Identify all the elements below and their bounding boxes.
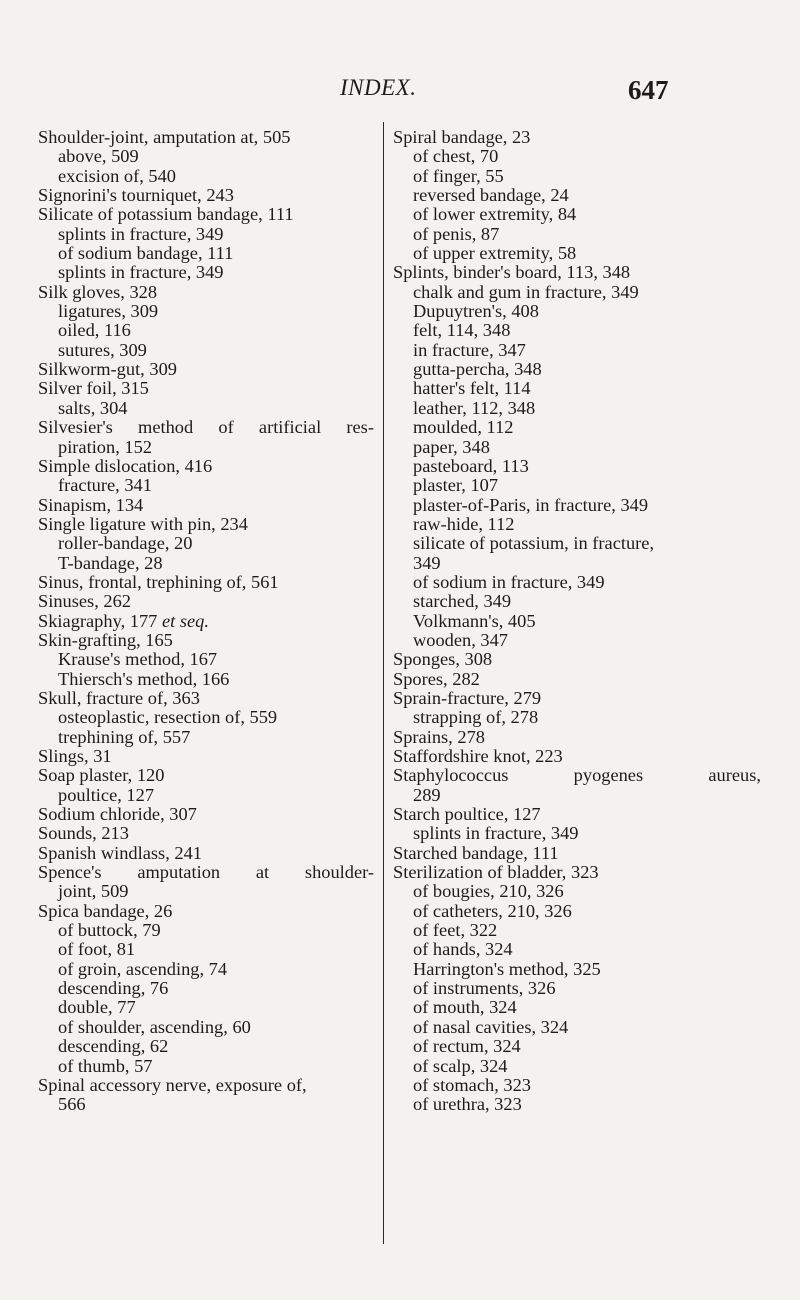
index-entry-text: of instruments, 326	[413, 978, 556, 999]
index-entry-text: of urethra, 323	[413, 1094, 522, 1115]
index-entry	[393, 844, 761, 863]
index-entry	[393, 534, 761, 553]
index-entry	[393, 283, 761, 302]
index-entry	[393, 960, 761, 979]
index-entry-text: of finger, 55	[413, 165, 504, 186]
index-entry	[393, 1076, 761, 1095]
index-entry	[393, 979, 761, 998]
index-entry-text: of rectum, 324	[413, 1036, 521, 1057]
index-entry-word: aureus,	[708, 765, 761, 786]
index-entry-text: Sinus, frontal, trephining of, 561	[38, 571, 279, 592]
index-entry	[38, 1037, 374, 1056]
index-entry-text: Spinal accessory nerve, exposure of,	[38, 1074, 307, 1095]
index-entry-text: Skiagraphy, 177	[38, 610, 158, 631]
index-entry	[38, 689, 374, 708]
index-entry	[38, 205, 374, 224]
index-entry-text: of stomach, 323	[413, 1074, 531, 1095]
index-entry-text: Sprain-fracture, 279	[393, 687, 542, 708]
index-entry	[393, 689, 761, 708]
index-entry	[38, 167, 374, 186]
index-entry-text: Slings, 31	[38, 746, 112, 766]
index-entry-text: sutures, 309	[58, 339, 147, 360]
index-entry	[393, 399, 761, 418]
index-entry	[393, 921, 761, 940]
index-entry-text: felt, 114, 348	[413, 320, 511, 341]
index-entry	[393, 302, 761, 321]
index-entry	[393, 496, 761, 515]
index-entry-text: Silicate of potassium bandage, 111	[38, 204, 294, 225]
index-entry	[393, 747, 761, 766]
index-entry	[393, 225, 761, 244]
index-entry-text: Sterilization of bladder, 323	[393, 862, 599, 883]
index-entry-text: Single ligature with pin, 234	[38, 513, 248, 534]
index-entry	[393, 128, 761, 147]
index-entry-text: Spanish windlass, 241	[38, 842, 202, 863]
index-entry	[393, 167, 761, 186]
index-entry	[393, 805, 761, 824]
column-divider	[383, 122, 384, 1244]
index-entry	[38, 1018, 374, 1037]
index-entry	[393, 457, 761, 476]
index-entry-text: osteoplastic, resection of, 559	[58, 707, 278, 728]
index-entry	[38, 186, 374, 205]
index-entry	[38, 921, 374, 940]
index-entry-text: of upper extremity, 58	[413, 243, 577, 264]
index-entry	[38, 515, 374, 534]
index-entry-word: method	[138, 417, 194, 438]
index-entry-text: of lower extremity, 84	[413, 204, 577, 225]
index-entry-text: chalk and gum in fracture, 349	[413, 281, 639, 302]
index-entry	[38, 573, 374, 592]
index-entry-text: pasteboard, 113	[413, 455, 529, 476]
index-entry-text: Sponges, 308	[393, 649, 493, 670]
index-entry-text: Sprains, 278	[393, 726, 485, 747]
index-entry	[38, 1057, 374, 1076]
index-entry	[393, 186, 761, 205]
index-entry	[393, 612, 761, 631]
index-entry	[38, 650, 374, 669]
index-entry	[38, 960, 374, 979]
index-entry	[38, 902, 374, 921]
index-entry	[393, 147, 761, 166]
index-entry-text: of feet, 322	[413, 920, 498, 941]
index-entry-text: Harrington's method, 325	[413, 958, 601, 979]
index-entry	[38, 766, 374, 785]
index-entry	[38, 399, 374, 418]
index-entry-text: of foot, 81	[58, 939, 136, 960]
index-entry-text: silicate of potassium, in fracture,	[413, 533, 655, 554]
index-entry	[38, 824, 374, 843]
index-entry-text: gutta-percha, 348	[413, 359, 542, 380]
index-entry	[393, 631, 761, 650]
index-entry	[393, 902, 761, 921]
index-entry	[38, 728, 374, 747]
index-entry-text: of scalp, 324	[413, 1055, 508, 1076]
index-entry-text: Staffordshire knot, 223	[393, 746, 563, 766]
index-entry-text: Shoulder-joint, amputation at, 505	[38, 127, 291, 147]
index-entry-text: Soap plaster, 120	[38, 765, 165, 786]
index-entry	[38, 612, 374, 631]
index-entry-text: Spica bandage, 26	[38, 900, 173, 921]
index-entry-text: oiled, 116	[58, 320, 131, 341]
index-entry-text: of nasal cavities, 324	[413, 1016, 569, 1037]
index-entry-text: starched, 349	[413, 591, 512, 612]
index-entry	[393, 1037, 761, 1056]
index-entry-text: Silver foil, 315	[38, 378, 149, 399]
index-entry-text: Sinapism, 134	[38, 494, 144, 515]
index-entry	[393, 998, 761, 1017]
index-entry-text: double, 77	[58, 997, 136, 1018]
index-entry	[393, 786, 761, 805]
index-entry	[38, 844, 374, 863]
index-entry-text: T-bandage, 28	[58, 552, 163, 573]
index-entry-text: ligatures, 309	[58, 301, 159, 322]
index-entry-text: of mouth, 324	[413, 997, 517, 1018]
index-entry-text: splints in fracture, 349	[413, 823, 579, 844]
index-entry	[393, 766, 761, 785]
index-entry-text: Signorini's tourniquet, 243	[38, 185, 234, 206]
index-entry-text: descending, 76	[58, 978, 169, 999]
index-entry	[393, 573, 761, 592]
index-entry-text: of bougies, 210, 326	[413, 881, 564, 902]
index-entry	[38, 147, 374, 166]
index-entry-text: trephining of, 557	[58, 726, 191, 747]
page-number: 647	[628, 75, 669, 105]
index-entry-word: pyogenes	[573, 765, 644, 786]
index-entry-text: Splints, binder's board, 113, 348	[393, 262, 631, 283]
index-entry	[38, 302, 374, 321]
index-entry-text: Thiersch's method, 166	[58, 668, 230, 689]
index-entry-text: Sounds, 213	[38, 823, 129, 844]
index-entry	[393, 592, 761, 611]
index-entry-word: shoulder-	[304, 862, 374, 883]
index-entry-word: res-	[346, 417, 374, 438]
index-entry-text: splints in fracture, 349	[58, 262, 224, 283]
index-entry	[38, 592, 374, 611]
index-entry	[393, 244, 761, 263]
index-entry	[38, 979, 374, 998]
index-entry-text: Krause's method, 167	[58, 649, 218, 670]
index-entry	[393, 940, 761, 959]
index-entry	[393, 708, 761, 727]
index-entry-text: hatter's felt, 114	[413, 378, 531, 399]
index-entry-text: poultice, 127	[58, 784, 155, 805]
index-entry-text: of groin, ascending, 74	[58, 958, 228, 979]
index-entry	[38, 496, 374, 515]
index-entry-text: joint, 509	[58, 881, 129, 902]
index-entry-text: Volkmann's, 405	[413, 610, 536, 631]
index-entry-text: Skull, fracture of, 363	[38, 687, 200, 708]
index-entry-text: in fracture, 347	[413, 339, 526, 360]
index-entry-text: roller-bandage, 20	[58, 533, 193, 554]
index-entry-text: of thumb, 57	[58, 1055, 153, 1076]
index-entry	[38, 283, 374, 302]
index-entry	[38, 418, 374, 437]
index-entry-text: of shoulder, ascending, 60	[58, 1016, 251, 1037]
index-entry-text: reversed bandage, 24	[413, 185, 569, 206]
index-entry-text: Starched bandage, 111	[393, 842, 559, 863]
index-entry	[38, 805, 374, 824]
index-entry-text: leather, 112, 348	[413, 397, 536, 418]
index-entry	[38, 1095, 374, 1114]
index-entry-text: Simple dislocation, 416	[38, 455, 213, 476]
index-entry-text: 349	[413, 552, 441, 573]
running-head: INDEX.	[340, 75, 417, 100]
index-entry	[393, 1018, 761, 1037]
index-entry-text: Silk gloves, 328	[38, 281, 158, 302]
index-entry-text: of catheters, 210, 326	[413, 900, 572, 921]
index-entry	[393, 554, 761, 573]
index-entry	[38, 225, 374, 244]
index-entry-text: Sodium chloride, 307	[38, 804, 197, 825]
index-entry	[38, 786, 374, 805]
index-entry-text: paper, 348	[413, 436, 490, 457]
index-entry-italic: et seq.	[161, 610, 209, 631]
index-entry	[38, 534, 374, 553]
index-entry	[38, 321, 374, 340]
index-entry-text: raw-hide, 112	[413, 513, 515, 534]
index-entry	[38, 863, 374, 882]
index-entry	[38, 438, 374, 457]
index-entry	[38, 379, 374, 398]
index-entry-text: Skin-grafting, 165	[38, 629, 173, 650]
index-entry	[38, 360, 374, 379]
index-entry-text: Starch poultice, 127	[393, 804, 541, 825]
index-entry	[393, 379, 761, 398]
index-entry-text: above, 509	[58, 146, 139, 167]
index-entry-text: strapping of, 278	[413, 707, 539, 728]
index-entry	[38, 263, 374, 282]
index-entry-text: Dupuytren's, 408	[413, 301, 539, 322]
index-entry	[393, 1057, 761, 1076]
index-entry-text: of chest, 70	[413, 146, 499, 167]
index-entry-text: excision of, 540	[58, 165, 176, 186]
index-entry-text: of sodium in fracture, 349	[413, 571, 605, 592]
index-entry-word: Silvesier's	[38, 417, 113, 438]
index-entry	[38, 554, 374, 573]
index-entry	[38, 1076, 374, 1095]
index-column-right	[393, 128, 761, 1115]
index-entry	[393, 1095, 761, 1114]
index-entry-text: 566	[58, 1094, 86, 1115]
index-entry	[38, 670, 374, 689]
index-entry	[393, 205, 761, 224]
index-entry	[38, 708, 374, 727]
index-entry	[38, 128, 374, 147]
index-entry	[393, 670, 761, 689]
index-entry	[393, 418, 761, 437]
index-entry-word: amputation	[137, 862, 221, 883]
index-entry-text: Silkworm-gut, 309	[38, 359, 177, 380]
index-entry	[38, 244, 374, 263]
index-entry-text: fracture, 341	[58, 475, 152, 496]
index-entry-text: of buttock, 79	[58, 920, 161, 941]
index-entry-text: Spiral bandage, 23	[393, 127, 531, 147]
index-entry-text: 289	[413, 784, 441, 805]
index-entry-text: Spores, 282	[393, 668, 480, 689]
index-entry-text: wooden, 347	[413, 629, 509, 650]
index-entry-word: Spence's	[38, 862, 102, 883]
index-entry-text: of penis, 87	[413, 223, 500, 244]
page-header	[0, 75, 800, 111]
index-entry	[393, 438, 761, 457]
index-entry	[393, 728, 761, 747]
index-entry	[38, 747, 374, 766]
index-entry	[38, 940, 374, 959]
index-entry-text: descending, 62	[58, 1036, 169, 1057]
index-entry-text: Sinuses, 262	[38, 591, 131, 612]
index-entry	[393, 360, 761, 379]
index-entry-text: splints in fracture, 349	[58, 223, 224, 244]
index-entry-word: Staphylococcus	[393, 765, 509, 786]
index-entry	[38, 631, 374, 650]
index-entry	[393, 476, 761, 495]
index-entry-text: plaster-of-Paris, in fracture, 349	[413, 494, 649, 515]
index-entry	[393, 321, 761, 340]
index-entry	[393, 263, 761, 282]
index-entry	[393, 515, 761, 534]
index-entry	[393, 650, 761, 669]
index-entry-text: moulded, 112	[413, 417, 514, 438]
index-column-left	[38, 128, 374, 1115]
index-entry	[393, 863, 761, 882]
index-entry	[38, 882, 374, 901]
index-entry	[38, 476, 374, 495]
index-entry-word: of	[218, 417, 234, 438]
index-entry	[38, 457, 374, 476]
index-entry	[393, 824, 761, 843]
index-entry-word: at	[255, 862, 270, 883]
index-entry-text: salts, 304	[58, 397, 128, 418]
index-entry-text: plaster, 107	[413, 475, 499, 496]
index-entry-text: of sodium bandage, 111	[58, 243, 234, 264]
index-entry-text: of hands, 324	[413, 939, 513, 960]
index-entry	[38, 341, 374, 360]
index-entry	[393, 341, 761, 360]
index-entry	[393, 882, 761, 901]
index-entry	[38, 998, 374, 1017]
index-entry-text: piration, 152	[58, 436, 152, 457]
index-entry-word: artificial	[258, 417, 322, 438]
